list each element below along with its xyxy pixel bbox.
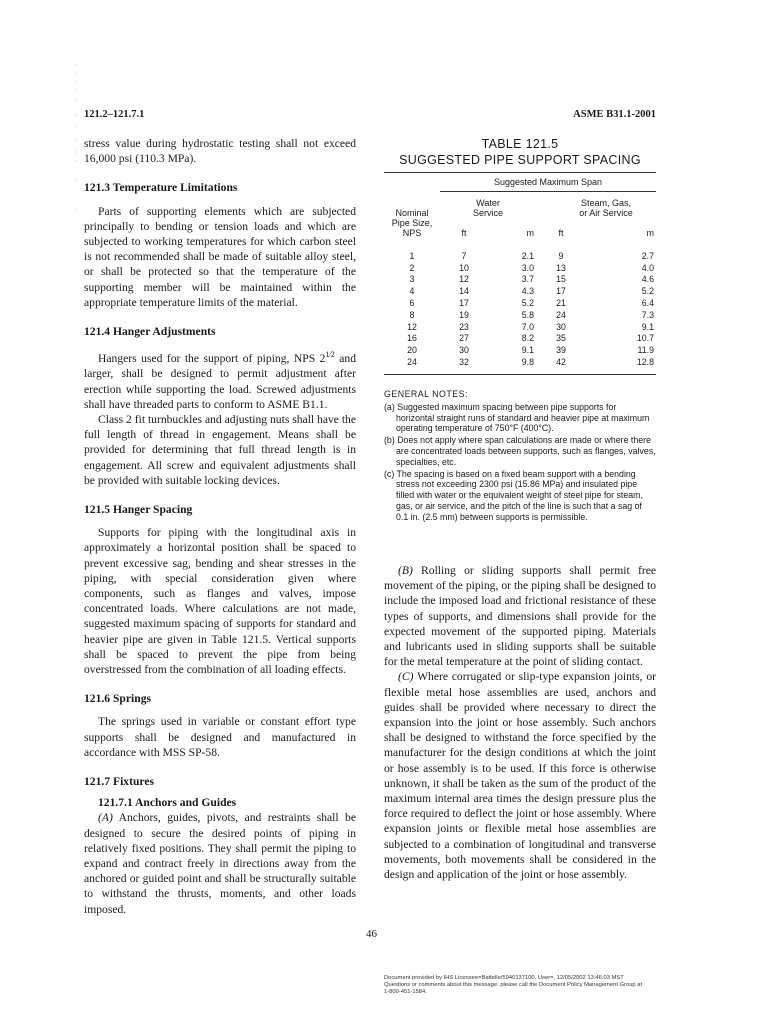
- table-row: [384, 274, 656, 286]
- steam-ft-cell: 13: [556, 262, 566, 273]
- section-121-7-1-b-text: [384, 563, 656, 669]
- intro-paragraph: stress value during hydrostatic testing shall not exceed 16,000 psi (110.3 MPa).: [84, 137, 356, 166]
- fraction: 1⁄2: [325, 350, 335, 360]
- steam-m-cell: 5.2: [641, 286, 654, 297]
- item-label: (C): [398, 670, 414, 684]
- text-run: Anchors, guides, pivots, and restraints shall be designed to secure the desired points of piping in relatively fixed positions. They shall permit the piping to expand and contract freely in directions away from the anchored or guided point and shall be structurally suitable to withstand the thrusts, moments, and other loads imposed.: [84, 811, 356, 916]
- running-header-section: 121.2–121.7.1: [84, 109, 145, 120]
- table-number: TABLE 121.5: [481, 137, 559, 151]
- water-ft-cell: 19: [459, 309, 469, 320]
- general-notes: [384, 389, 656, 523]
- right-column: [384, 563, 656, 882]
- item-label: (B): [398, 564, 413, 577]
- nps-cell: 24: [407, 357, 417, 368]
- nps-cell: 20: [407, 345, 417, 356]
- water-ft-cell: 23: [459, 321, 469, 332]
- steam-m-cell: 4.0: [641, 262, 654, 273]
- header-line: Water: [476, 198, 500, 208]
- header-line: Nominal: [395, 208, 429, 218]
- header-line: Steam, Gas,: [580, 198, 632, 208]
- table-row: [384, 344, 656, 356]
- section-121-7-1-c-text: [384, 669, 656, 882]
- water-ft-cell: 12: [459, 274, 469, 285]
- steam-m-cell: 10.7: [636, 333, 654, 344]
- header-line: Pipe Size,: [391, 218, 433, 228]
- steam-m-cell: 2.7: [641, 250, 654, 261]
- span-header: Suggested Maximum Span: [440, 173, 656, 192]
- table-121-5: [384, 136, 656, 524]
- item-label: (A): [98, 811, 113, 825]
- water-m-cell: 2.1: [521, 250, 534, 261]
- water-ft-cell: 10: [459, 262, 469, 273]
- table-row: [384, 333, 656, 345]
- nps-cell: 1: [409, 250, 415, 261]
- text-run: and larger, shall be designed to permit adjustment after erection while supporting the load. Screwed adjustments shall have threaded parts to conform to ASME B1.1.: [84, 352, 356, 411]
- water-m-cell: 9.1: [521, 345, 534, 356]
- table-body: [384, 244, 656, 374]
- table-title: SUGGESTED PIPE SUPPORT SPACING: [399, 153, 641, 167]
- note-a: (a) Suggested maximum spacing between pipe supports for horizontal straight runs of standard and heavier pipe at maximum operating temperature of 750°F (400°C).: [384, 401, 650, 434]
- nps-cell: 2: [409, 262, 415, 273]
- steam-m-header: m: [646, 228, 654, 238]
- steam-ft-cell: 30: [556, 321, 566, 332]
- header-line: Service: [472, 208, 503, 218]
- steam-m-cell: 4.6: [641, 274, 654, 285]
- steam-service-header: [536, 192, 656, 219]
- left-column: [84, 136, 356, 917]
- water-m-cell: 8.2: [521, 333, 534, 344]
- general-notes-title: GENERAL NOTES:: [384, 388, 468, 399]
- water-ft-cell: 17: [459, 298, 469, 309]
- water-ft-cell: 7: [461, 250, 467, 261]
- steam-ft-cell: 42: [556, 357, 566, 368]
- section-121-3-heading: 121.3 Temperature Limitations: [84, 181, 238, 195]
- water-ft-header: ft: [461, 228, 467, 238]
- section-121-3-text: Parts of supporting elements which are subjected principally to bending or tension loads and which are subjected to working temperatures for which carbon steel is not recommended shall be made of suitable alloy steel, or shall be protected so that the temperature of the supporting member will be maintained within the appropriate temperature limits of the material.: [84, 204, 356, 309]
- nps-header: [384, 173, 440, 244]
- license-footer: Document provided by IHS Licensee=Battelle/5940137100, User=, 12/05/2002 13:46:03 MST Questions or comments about this message: please call the Document Policy Management Group at 1-800-451-1584.: [384, 975, 643, 995]
- table-row: [384, 321, 656, 333]
- text-run: Hangers used for the support of piping, NPS 2: [98, 352, 326, 366]
- water-m-header: m: [526, 228, 534, 238]
- nps-cell: 16: [407, 333, 417, 344]
- text-run: Where corrugated or slip-type expansion joints, or flexible metal hose assemblies are used, anchors and guides shall be provided where necessary to direct the expansion into the joint or hose assembly. Such anchors shall be designed to withstand the force specified by the manufacturer for the design conditions at which the joint or hose assembly is to be used. If this force is otherwise unknown, it shall be taken as the sum of the product of the maximum internal area times the design pressure plus the force required to deflect the joint or hose assembly. Where expansion joints or flexible metal hose assemblies are subjected to a combination of longitudinal and transverse movements, both movements shall be considered in the design and application of the joint or hose assembly.: [384, 670, 656, 882]
- steam-ft-cell: 17: [556, 286, 566, 297]
- water-ft-cell: 14: [459, 286, 469, 297]
- water-m-cell: 3.7: [521, 274, 534, 285]
- water-m-cell: 7.0: [521, 321, 534, 332]
- running-header-standard: ASME B31.1-2001: [573, 109, 656, 120]
- steam-ft-cell: 9: [558, 250, 564, 261]
- steam-m-cell: 12.8: [636, 357, 654, 368]
- section-121-4-heading: 121.4 Hanger Adjustments: [84, 325, 216, 339]
- water-m-cell: 4.3: [521, 286, 534, 297]
- nps-cell: 3: [409, 274, 415, 285]
- table-row: [384, 297, 656, 309]
- steam-ft-header: ft: [558, 228, 564, 238]
- section-121-7-1-heading: 121.7.1 Anchors and Guides: [98, 796, 237, 810]
- section-121-4-paragraph-2: Class 2 fit turnbuckles and adjusting nuts shall have the full length of thread in engagement. Means shall be provided for determining that full thread length is in engagement. All screw and equivalent adjustments shall be provided with suitable locking devices.: [84, 412, 356, 487]
- header-line: or Air Service: [579, 208, 633, 218]
- table-row: [384, 309, 656, 321]
- table-row: [384, 356, 656, 374]
- section-121-4-paragraph-1: [84, 347, 356, 412]
- steam-ft-cell: 39: [556, 345, 566, 356]
- section-121-7-heading: 121.7 Fixtures: [84, 774, 154, 788]
- water-ft-cell: 27: [459, 333, 469, 344]
- steam-ft-cell: 21: [556, 298, 566, 309]
- water-service-header: [440, 192, 536, 219]
- water-m-cell: 5.2: [521, 298, 534, 309]
- steam-ft-cell: 15: [556, 274, 566, 285]
- section-121-7-1-a-text: [84, 810, 356, 916]
- header-line: NPS: [402, 228, 422, 238]
- steam-m-cell: 11.9: [637, 345, 654, 356]
- nps-cell: 4: [409, 286, 415, 297]
- margin-marks: [74, 60, 78, 220]
- steam-m-cell: 6.4: [641, 298, 654, 309]
- note-b: (b) Does not apply where span calculations are made or where there are concentrated loads between supports, such as flanges, valves, specialties, etc.: [384, 435, 656, 467]
- note-c: (c) The spacing is based on a fixed beam support with a bending stress not exceeding 2300 psi (15.86 MPa) and insulated pipe filled with water or the equivalent weight of steel pipe for steam, gas, or air service, and the pitch of the line is such that a sag of 0.1 in. (2.5 mm) between supports is permissible.: [384, 468, 643, 522]
- section-121-6-text: The springs used in variable or constant effort type supports shall be designed and manufactured in accordance with MSS SP-58.: [84, 715, 356, 759]
- spacing-table: [384, 173, 656, 374]
- table-row: [384, 262, 656, 274]
- steam-ft-cell: 35: [556, 333, 566, 344]
- table-row: [384, 285, 656, 297]
- nps-cell: 6: [409, 298, 415, 309]
- water-m-cell: 9.8: [521, 357, 534, 368]
- steam-ft-cell: 24: [556, 309, 566, 320]
- water-ft-cell: 32: [459, 357, 469, 368]
- section-121-5-text: Supports for piping with the longitudinal axis in approximately a horizontal position shall be spaced to prevent excessive sag, bending and shear stresses in the piping, with special consideration given where components, such as flanges and valves, impose concentrated loads. Where calculations are not made, suggested maximum spacing of supports for standard and heavier pipe are given in Table 121.5. Vertical supports shall be spaced to prevent the pipe from being overstressed from the combination of all loading effects.: [84, 526, 356, 676]
- steam-m-cell: 7.3: [641, 309, 654, 320]
- section-121-5-heading: 121.5 Hanger Spacing: [84, 502, 193, 516]
- table-frame: [384, 172, 656, 375]
- nps-cell: 8: [409, 309, 415, 320]
- nps-cell: 12: [407, 321, 417, 332]
- text-run: Rolling or sliding supports shall permit free movement of the piping, or the piping shall be designed to include the imposed load and frictional resistance of these types of supports, and dimensions shall provide for the expected movement of the supported piping. Materials and lubricants used in sliding supports shall be suitable for the metal temperature at the point of sliding contact.: [384, 564, 656, 669]
- steam-m-cell: 9.1: [641, 321, 654, 332]
- table-row: [384, 244, 656, 262]
- water-m-cell: 3.0: [521, 262, 534, 273]
- section-121-6-heading: 121.6 Springs: [84, 692, 152, 706]
- water-ft-cell: 30: [459, 345, 469, 356]
- page-number: 46: [366, 928, 377, 940]
- water-m-cell: 5.8: [521, 309, 534, 320]
